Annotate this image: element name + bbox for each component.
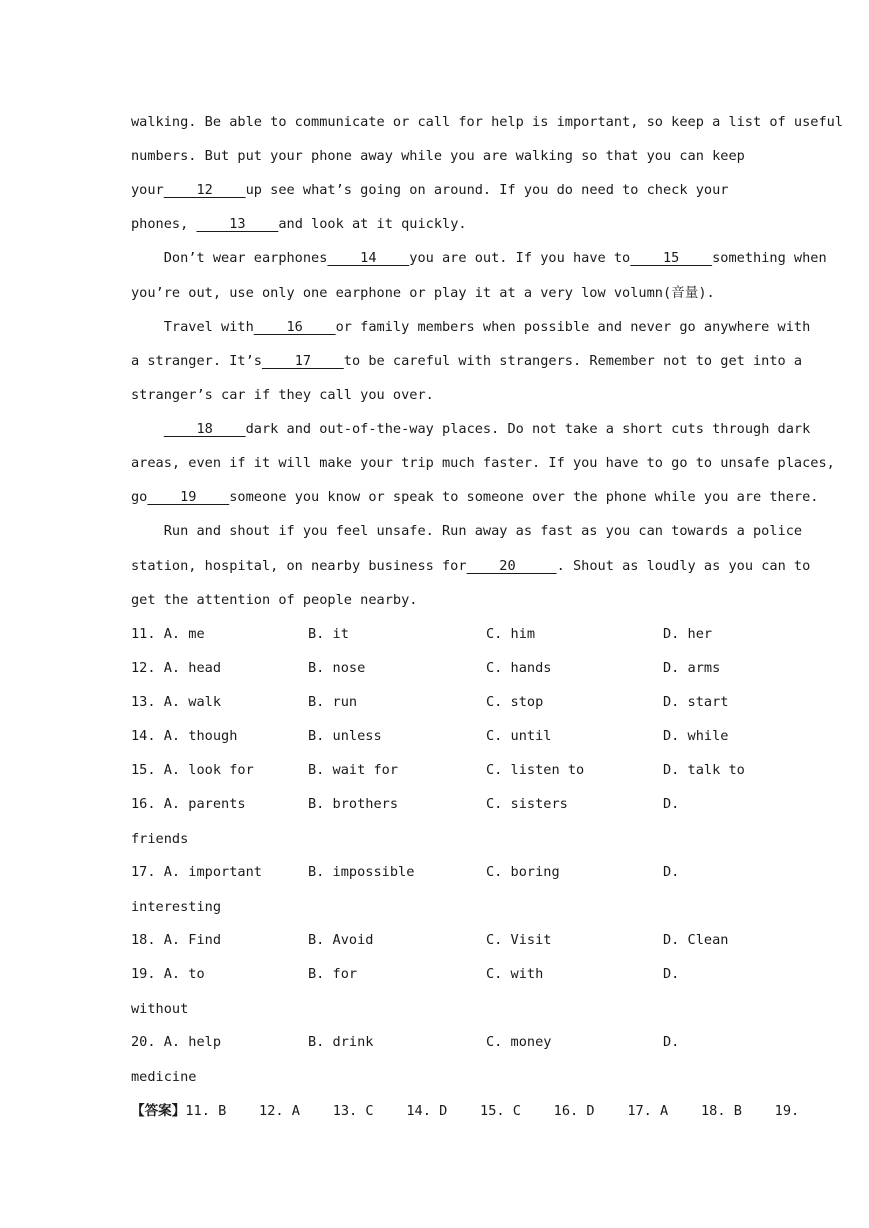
answer-blank: 17 (261, 353, 344, 369)
passage-text: walking. Be able to communicate or call for help is important, so keep a list of useful (131, 114, 844, 130)
passage-text: you’re out, use only one earphone or play it at a very low volumn(音量). (131, 285, 715, 301)
passage-text: dark and out-of-the-way places. Do not take a short cuts through dark (245, 421, 811, 437)
passage-text: Don’t wear earphones (131, 250, 328, 266)
answer-blank: 16 (253, 319, 336, 335)
option-a: 15. A. look for (131, 762, 254, 778)
passage-text: up see what’s going on around. If you do need to check your (245, 182, 729, 198)
option-b: B. unless (308, 728, 382, 744)
option-a: 12. A. head (131, 660, 222, 676)
answer-blank: 19 (147, 489, 230, 505)
passage-text: to be careful with strangers. Remember not to get into a (343, 353, 803, 369)
option-c: C. Visit (486, 932, 552, 948)
passage-line (131, 487, 818, 507)
passage-text: someone you know or speak to someone over the phone while you are there. (229, 489, 819, 505)
option-d: D. talk to (663, 762, 745, 778)
passage-line (131, 180, 728, 200)
option-d: D. (663, 966, 680, 982)
passage-text: you are out. If you have to (409, 250, 631, 266)
option-a: 17. A. important (131, 864, 262, 880)
passage-text: phones, (131, 216, 197, 232)
option-d: D. arms (663, 660, 721, 676)
option-c: C. boring (486, 864, 560, 880)
answer-blank: 12 (163, 182, 246, 198)
answer-blank: 14 (327, 250, 410, 266)
option-d: D. (663, 1034, 680, 1050)
option-c: C. hands (486, 660, 552, 676)
answer-blank: 13 (196, 216, 279, 232)
answer-label: 【答案】 (131, 1103, 186, 1119)
option-d: D. while (663, 728, 729, 744)
option-c: C. him (486, 626, 536, 642)
option-b: B. nose (308, 660, 366, 676)
option-c: C. sisters (486, 796, 568, 812)
option-a: 18. A. Find (131, 932, 222, 948)
option-d: D. start (663, 694, 729, 710)
option-b: B. run (308, 694, 358, 710)
passage-line (131, 112, 843, 132)
option-c: C. with (486, 966, 544, 982)
option-a: 19. A. to (131, 966, 205, 982)
option-b: B. brothers (308, 796, 399, 812)
passage-text: numbers. But put your phone away while you are walking so that you can keep (131, 148, 745, 164)
option-b: B. Avoid (308, 932, 374, 948)
option-d: D. (663, 864, 680, 880)
option-b: B. drink (308, 1034, 374, 1050)
passage-line (131, 317, 810, 337)
option-a: 20. A. help (131, 1034, 222, 1050)
passage-text: Travel with (131, 319, 254, 335)
passage-line (131, 283, 715, 303)
option-d: D. Clean (663, 932, 729, 948)
option-a: 14. A. though (131, 728, 238, 744)
option-a: 13. A. walk (131, 694, 222, 710)
option-a: 11. A. me (131, 626, 205, 642)
passage-text: a stranger. It’s (131, 353, 262, 369)
option-d: D. her (663, 626, 713, 642)
passage-text: and look at it quickly. (278, 216, 467, 232)
option-c: C. listen to (486, 762, 585, 778)
option-a: 16. A. parents (131, 796, 246, 812)
passage-line (131, 214, 467, 234)
passage-line (131, 419, 810, 439)
option-d-wrap: interesting (131, 899, 222, 915)
passage-text (131, 421, 164, 437)
answer-blank: 15 (630, 250, 713, 266)
passage-text: go (131, 489, 148, 505)
option-b: B. wait for (308, 762, 399, 778)
answer-text: 11. B 12. A 13. C 14. D 15. C 16. D 17. A 18. B 19. (185, 1103, 800, 1119)
passage-text: Run and shout if you feel unsafe. Run away as fast as you can towards a police (131, 523, 803, 539)
answer-blank: 18 (163, 421, 246, 437)
option-c: C. stop (486, 694, 544, 710)
passage-text: something when (712, 250, 827, 266)
passage-line (131, 146, 745, 166)
passage-text: . Shout as loudly as you can to (556, 558, 811, 574)
passage-text: areas, even if it will make your trip much faster. If you have to go to unsafe places, (131, 455, 835, 471)
option-c: C. money (486, 1034, 552, 1050)
option-d: D. (663, 796, 680, 812)
passage-line (131, 521, 802, 541)
passage-text: get the attention of people nearby. (131, 592, 418, 608)
passage-line (131, 556, 810, 576)
answer-blank: 20 (466, 558, 557, 574)
passage-text: your (131, 182, 164, 198)
passage-text: stranger’s car if they call you over. (131, 387, 434, 403)
passage-text: or family members when possible and never go anywhere with (335, 319, 811, 335)
passage-line (131, 351, 802, 371)
passage-text: station, hospital, on nearby business for (131, 558, 467, 574)
option-b: B. impossible (308, 864, 415, 880)
option-b: B. it (308, 626, 349, 642)
option-c: C. until (486, 728, 552, 744)
passage-line (131, 248, 827, 268)
passage-line (131, 453, 835, 473)
option-d-wrap: without (131, 1001, 189, 1017)
option-b: B. for (308, 966, 358, 982)
passage-line (131, 385, 434, 405)
option-d-wrap: medicine (131, 1069, 197, 1085)
passage-line (131, 590, 417, 610)
option-d-wrap: friends (131, 831, 189, 847)
answer-key (131, 1101, 799, 1121)
